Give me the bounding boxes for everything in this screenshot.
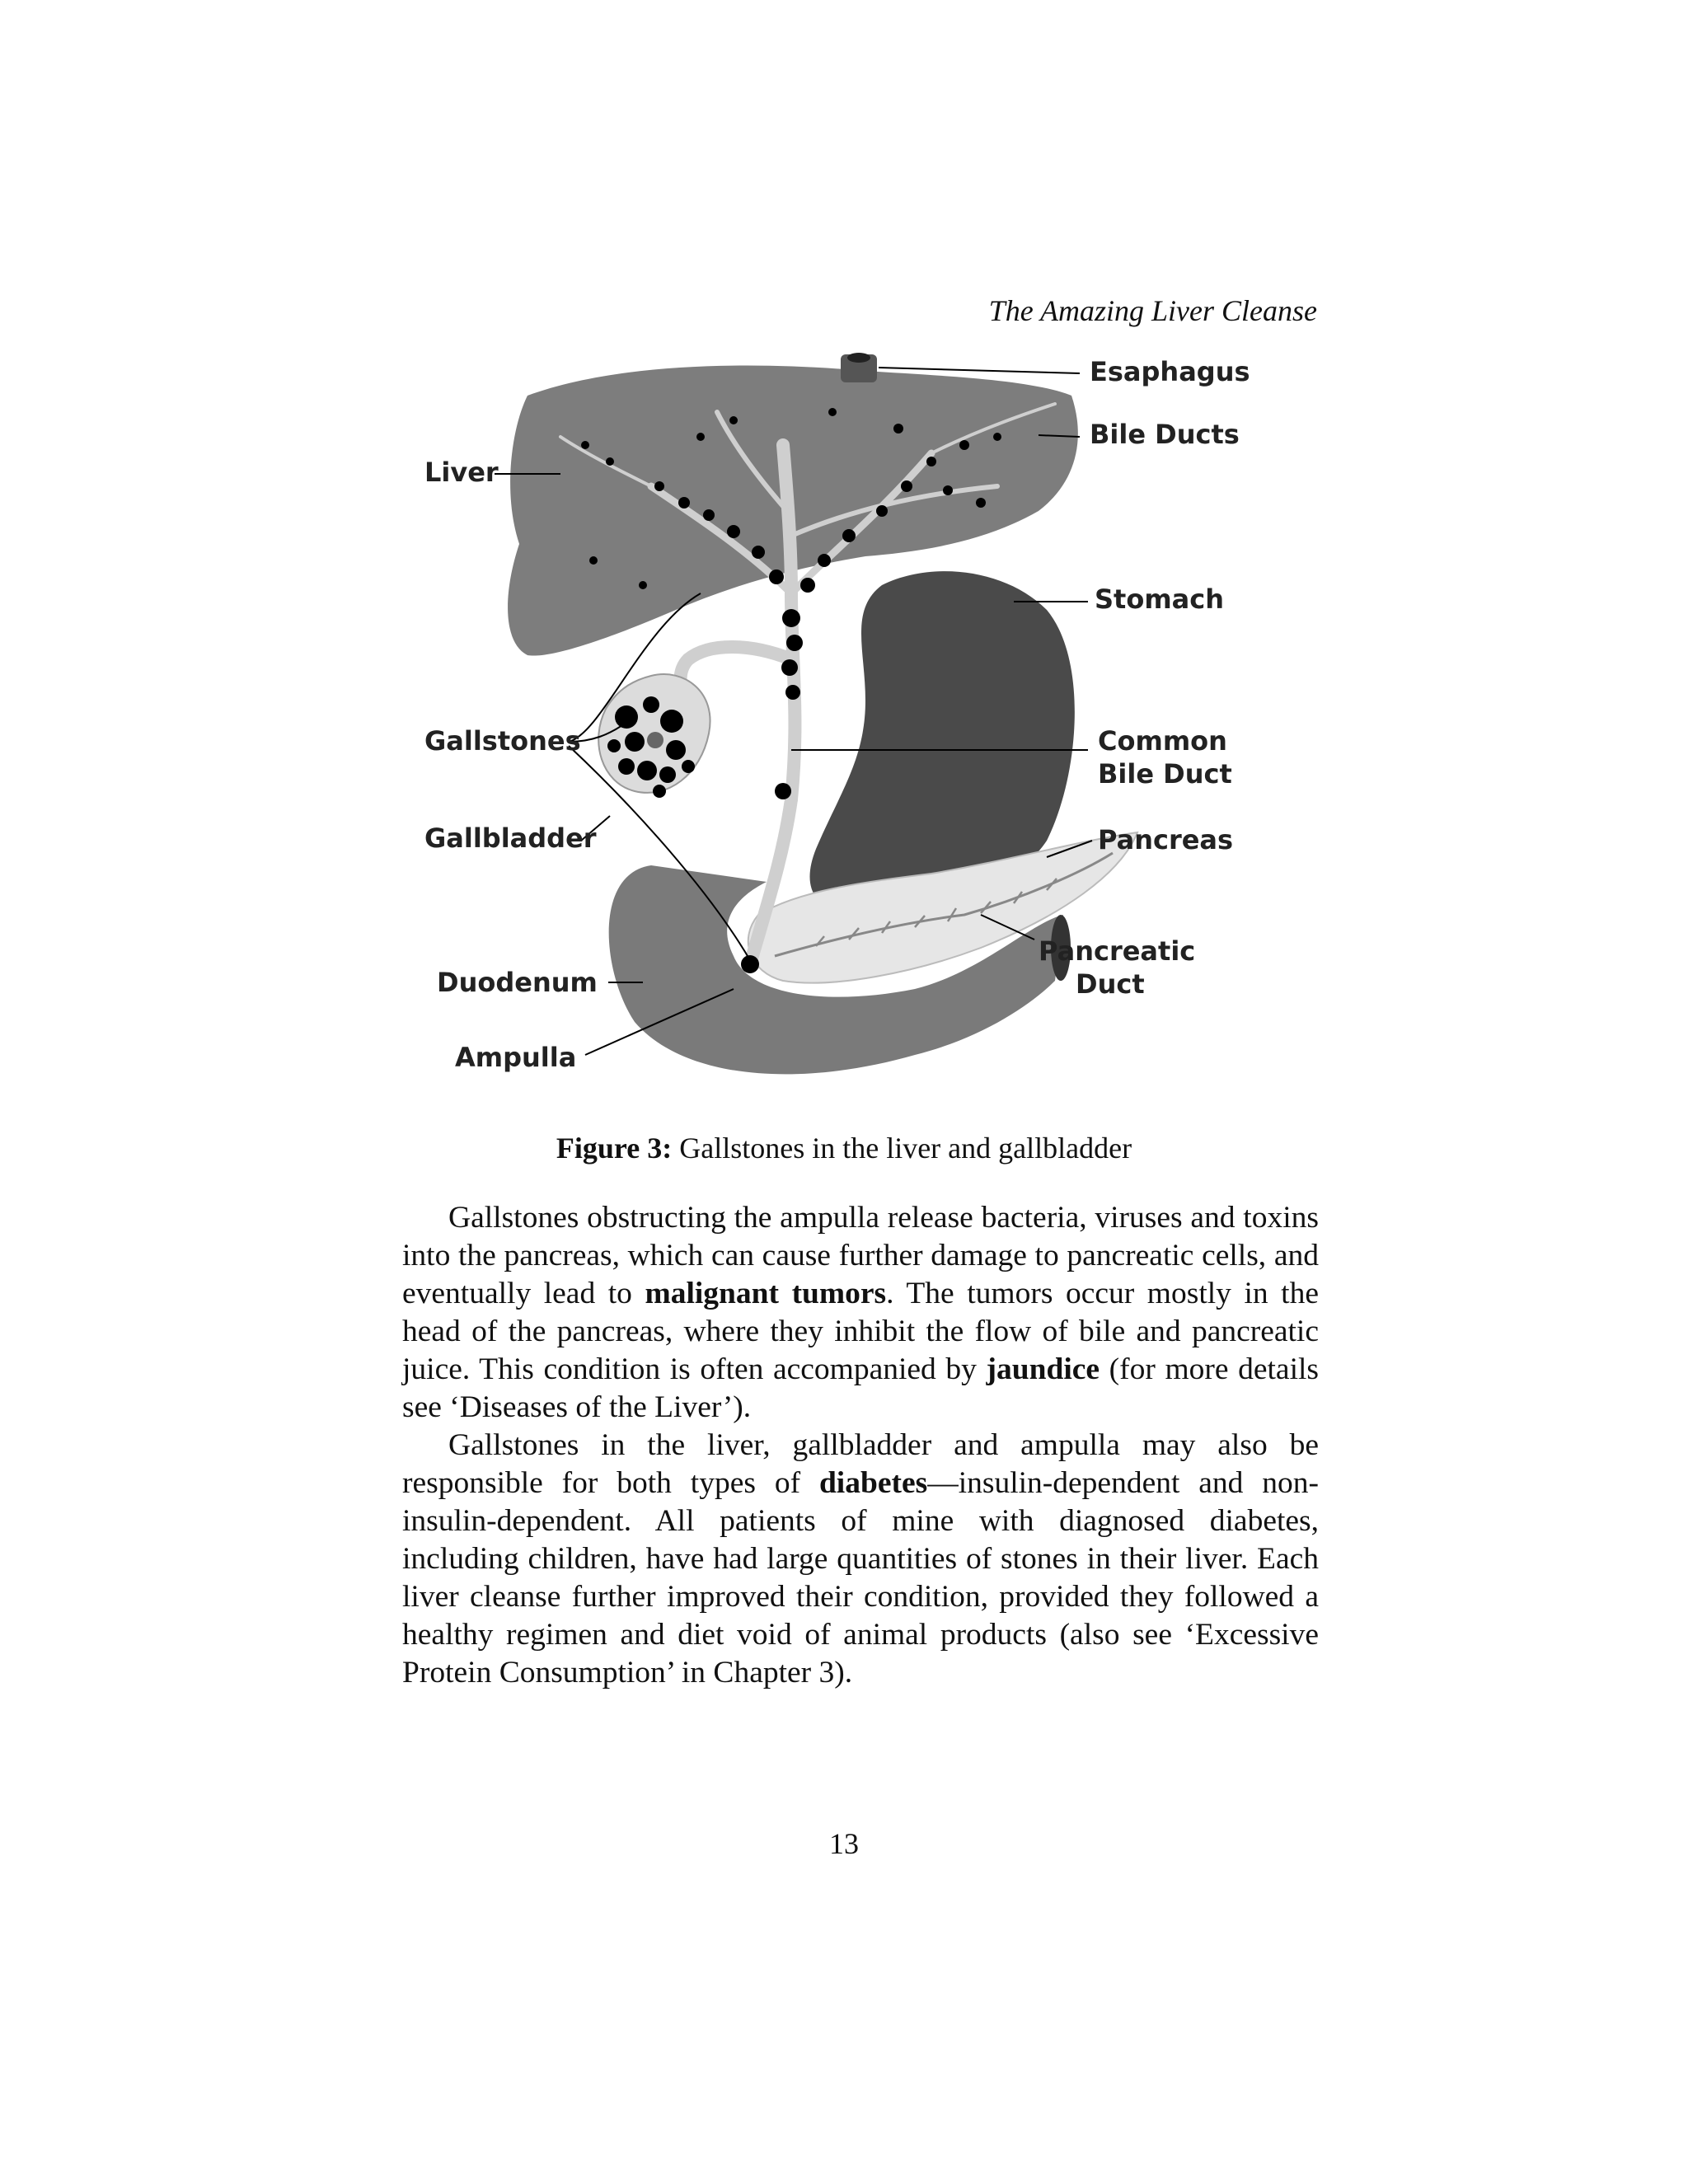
- paragraph-1-text-3: (for more details see ‘Diseases of the Liver’).: [402, 1352, 1320, 1424]
- label-common-bile-duct-2: Bile Duct: [1098, 758, 1232, 790]
- term-diabetes: diabetes: [818, 1466, 928, 1500]
- label-pancreatic-duct-2: Duct: [1076, 968, 1145, 1000]
- paragraph-1: [402, 1199, 1319, 1427]
- term-jaundice: jaundice: [986, 1352, 1100, 1386]
- label-duodenum: Duodenum: [437, 967, 598, 998]
- figure-caption: [0, 1131, 1688, 1165]
- paragraph-1-text-1: Gallstones obstructing the ampulla release bacteria, viruses and toxins into the pancreas, which can cause further damage to pancreatic cells, and eventually lead to: [402, 1201, 1319, 1310]
- paragraph-2-text-1: Gallstones in the liver, gallbladder and ampulla may also be responsible for both types of: [402, 1428, 1319, 1500]
- caption-label: Figure 3:: [556, 1132, 673, 1165]
- label-pancreatic-duct-1: Pancreatic: [1039, 935, 1196, 967]
- term-malignant-tumors: malignant tumors: [645, 1277, 887, 1310]
- label-esophagus: Esaphagus: [1090, 356, 1250, 387]
- paragraph-2: [402, 1427, 1319, 1692]
- label-gallbladder: Gallbladder: [424, 823, 597, 854]
- body-text: [402, 1199, 1319, 1692]
- liver-gallbladder-diagram: [404, 346, 1294, 1104]
- caption-text: Gallstones in the liver and gallbladder: [672, 1132, 1132, 1165]
- label-stomach: Stomach: [1095, 583, 1225, 615]
- running-head: The Amazing Liver Cleanse: [988, 294, 1317, 327]
- label-ampulla: Ampulla: [455, 1042, 577, 1073]
- label-bile-ducts: Bile Ducts: [1090, 419, 1240, 450]
- label-liver: Liver: [424, 457, 499, 488]
- label-gallstones: Gallstones: [424, 725, 581, 757]
- label-pancreas: Pancreas: [1098, 824, 1234, 855]
- page-number: 13: [829, 1827, 859, 1860]
- paragraph-2-text-2: —insulin-dependent and non-insulin-dependent. All patients of mine with diagnosed diabetes, including children, have had large quantities of stones in their liver. Each liver cleanse further improved their condition, provided they followed a healthy regimen and diet void of animal products (also see ‘Excessive Protein Consumption’ in Chapter 3).: [402, 1466, 1319, 1690]
- label-common-bile-duct-1: Common: [1098, 725, 1227, 757]
- anatomy-figure: [404, 346, 1294, 1104]
- paragraph-1-text-2: . The tumors occur mostly in the head of the pancreas, where they inhibit the flow of bile and pancreatic juice. This condition is often accompanied by: [402, 1277, 1319, 1386]
